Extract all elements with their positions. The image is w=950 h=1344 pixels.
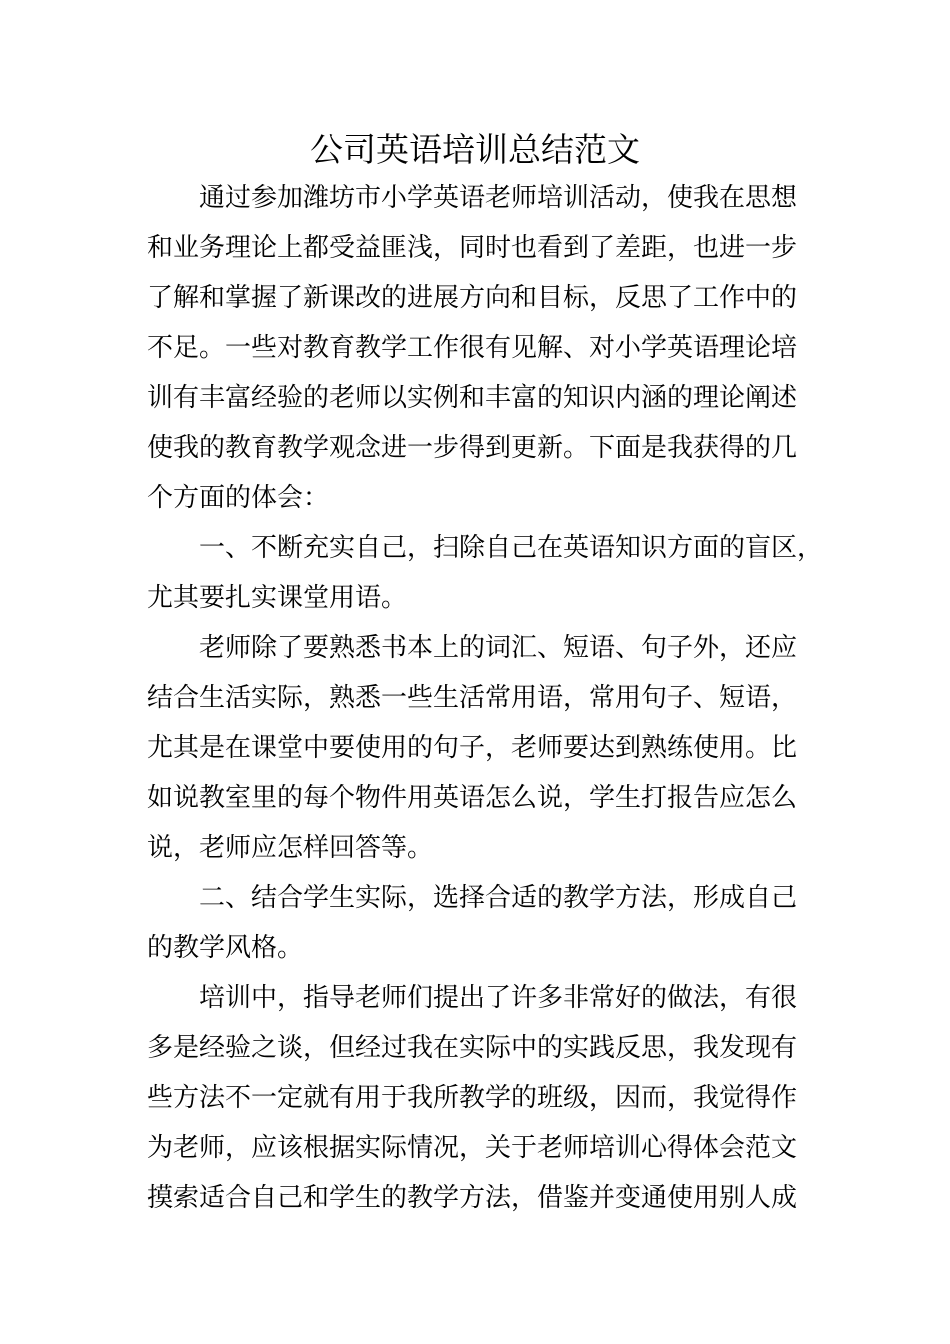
paragraph-line: 培训中，指导老师们提出了许多非常好的做法，有很 [147, 983, 798, 1013]
paragraph-line: 和业务理论上都受益匪浅，同时也看到了差距，也进一步 [147, 233, 798, 263]
paragraph-line: 些方法不一定就有用于我所教学的班级，因而，我觉得作 [147, 1083, 798, 1113]
paragraph-line: 为老师，应该根据实际情况，关于老师培训心得体会范文 [147, 1133, 798, 1163]
paragraph-line: 了解和掌握了新课改的进展方向和目标，反思了工作中的 [147, 283, 798, 313]
paragraph-line: 老师除了要熟悉书本上的词汇、短语、句子外，还应 [147, 633, 798, 663]
paragraph-line: 训有丰富经验的老师以实例和丰富的知识内涵的理论阐述 [147, 383, 798, 413]
paragraph-line: 说，老师应怎样回答等。 [147, 833, 434, 863]
paragraph-line: 个方面的体会： [147, 483, 330, 513]
paragraph-line: 结合生活实际，熟悉一些生活常用语，常用句子、短语， [147, 683, 798, 713]
paragraph-line: 一、不断充实自己，扫除自己在英语知识方面的盲区， [147, 533, 824, 563]
paragraph-line: 不足。一些对教育教学工作很有见解、对小学英语理论培 [147, 333, 798, 363]
paragraph-line: 如说教室里的每个物件用英语怎么说，学生打报告应怎么 [147, 783, 798, 813]
paragraph-line: 使我的教育教学观念进一步得到更新。下面是我获得的几 [147, 433, 798, 463]
paragraph-line: 多是经验之谈，但经过我在实际中的实践反思，我发现有 [147, 1033, 798, 1063]
document-title: 公司英语培训总结范文 [310, 130, 640, 169]
paragraph-line: 的教学风格。 [147, 933, 304, 963]
paragraph-line: 尤其是在课堂中要使用的句子，老师要达到熟练使用。比 [147, 733, 798, 763]
paragraph-line: 通过参加潍坊市小学英语老师培训活动，使我在思想 [147, 183, 798, 213]
paragraph-line: 尤其要扎实课堂用语。 [147, 583, 408, 613]
paragraph-line: 二、结合学生实际，选择合适的教学方法，形成自己 [147, 883, 798, 913]
paragraph-line: 摸索适合自己和学生的教学方法，借鉴并变通使用别人成 [147, 1183, 798, 1213]
